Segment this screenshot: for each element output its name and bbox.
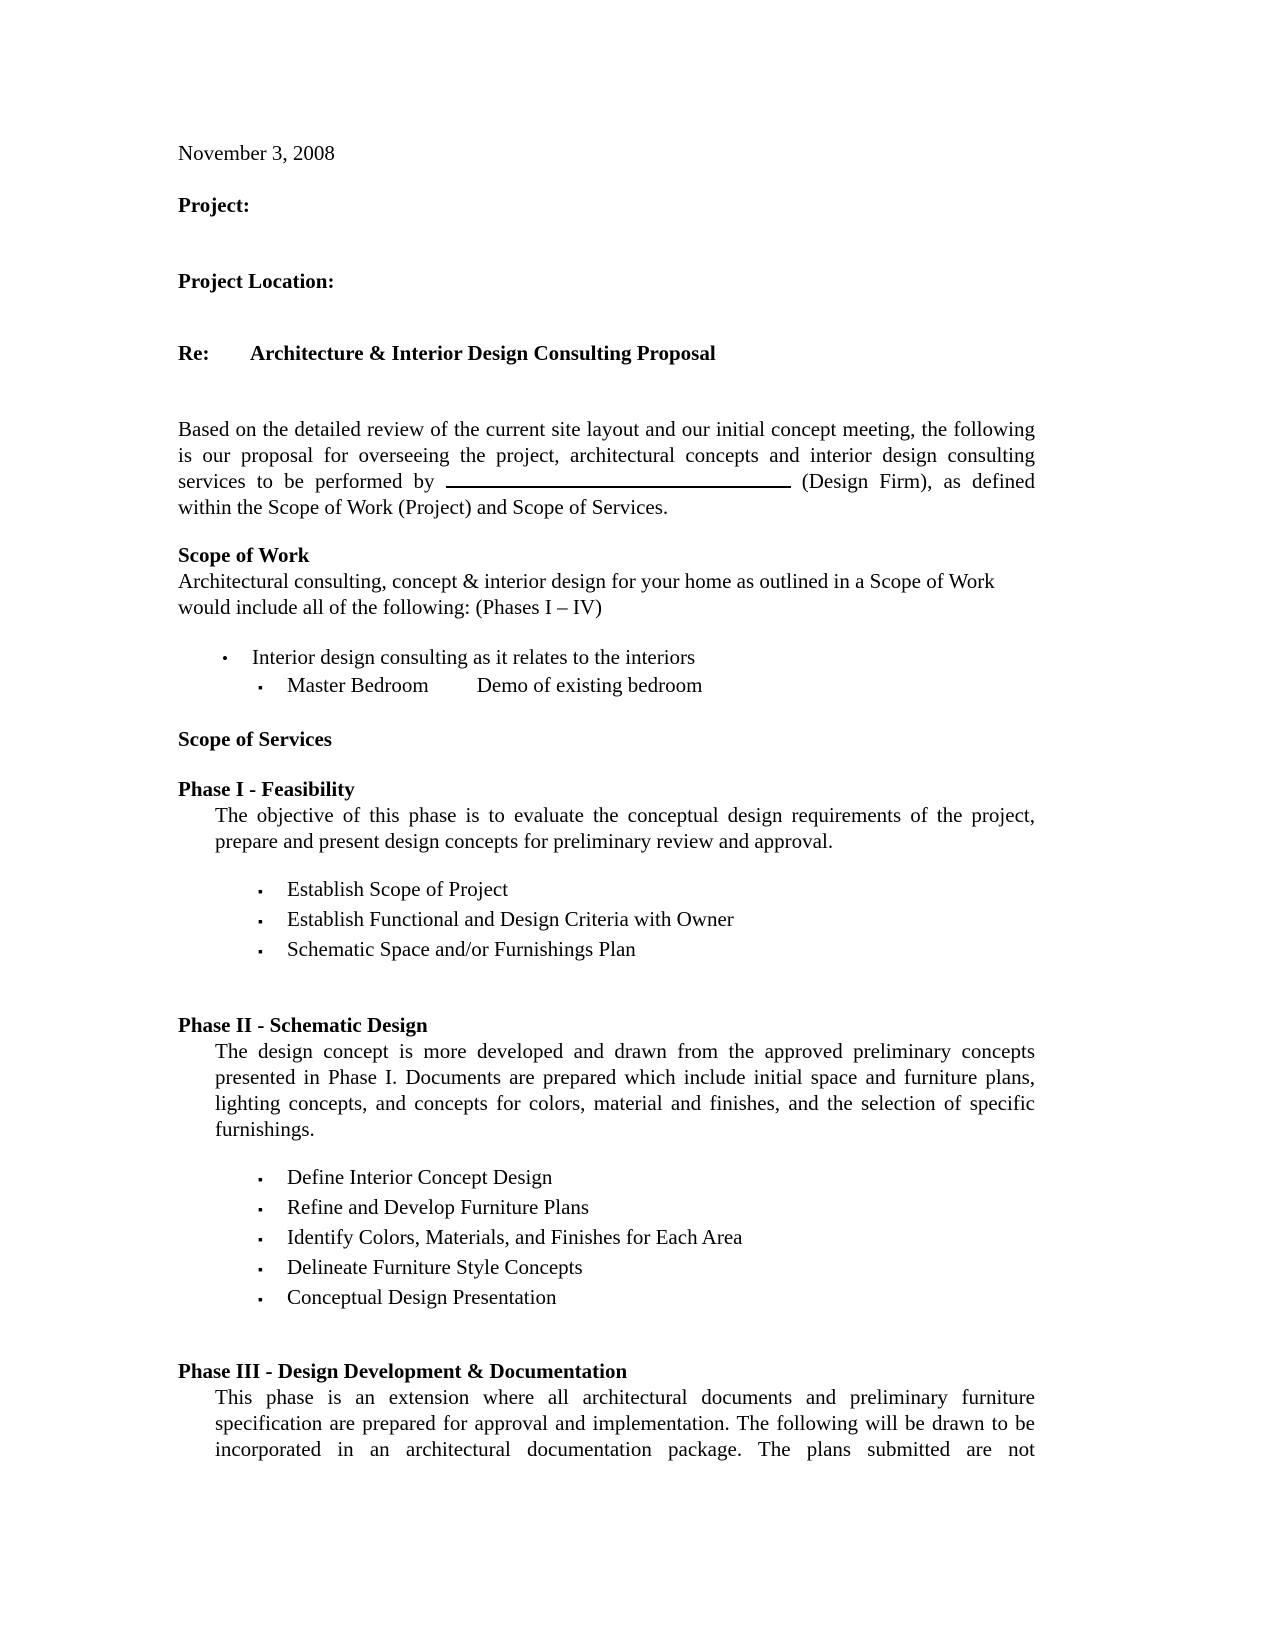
bullet-dot-icon: • — [222, 649, 228, 668]
intro-paragraph — [178, 416, 1035, 520]
bullet-square-icon: ▪ — [258, 885, 263, 900]
bullet-square-icon: ▪ — [258, 1233, 263, 1248]
sub-bullet-item-1: Master Bedroom — [287, 673, 429, 697]
scope-of-work-sub-bullet — [178, 672, 1035, 702]
date-line: November 3, 2008 — [178, 141, 335, 165]
phase1-bullet-text: Establish Scope of Project — [287, 877, 509, 901]
phase3-heading: Phase III - Design Development & Documentation — [178, 1359, 628, 1383]
phase1-bullet — [178, 906, 1035, 936]
phase1-heading: Phase I - Feasibility — [178, 777, 355, 801]
phase2-bullet — [178, 1224, 1035, 1254]
bullet-square-icon: ▪ — [258, 1263, 263, 1278]
phase2-bullet-text: Delineate Furniture Style Concepts — [287, 1255, 583, 1279]
phase1-bullet-text: Establish Functional and Design Criteria with Owner — [287, 907, 734, 931]
phase1-body: The objective of this phase is to evaluate the conceptual design requirements of the project, prepare and present design concepts for preliminary review and approval. — [215, 803, 1035, 853]
scope-of-services-heading: Scope of Services — [178, 727, 332, 751]
phase2-bullet-text: Define Interior Concept Design — [287, 1165, 553, 1189]
phase2-bullet-text: Conceptual Design Presentation — [287, 1285, 557, 1309]
scope-of-work-heading: Scope of Work — [178, 543, 310, 567]
re-label: Re: — [178, 341, 210, 365]
scope-of-work-bullet-text: Interior design consulting as it relates to the interiors — [252, 645, 696, 669]
bullet-square-icon: ▪ — [258, 681, 263, 696]
bullet-square-icon: ▪ — [258, 915, 263, 930]
intro-text-before-blank: Based on the detailed review of the current site layout and our initial concept meeting, the following is our proposal for overseeing the project, architectural concepts and interior design consulting services to be performed by — [178, 417, 1035, 493]
phase2-bullet-text: Identify Colors, Materials, and Finishes for Each Area — [287, 1225, 743, 1249]
scope-of-work-body: Architectural consulting, concept & interior design for your home as outlined in a Scope of Work would include all of the following: (Phases I – IV) — [178, 569, 995, 619]
phase2-bullet — [178, 1254, 1035, 1284]
bullet-square-icon: ▪ — [258, 1203, 263, 1218]
phase2-bullet — [178, 1284, 1035, 1314]
scope-of-work-bullet — [178, 644, 1035, 672]
project-label: Project: — [178, 193, 250, 217]
phase2-heading: Phase II - Schematic Design — [178, 1013, 428, 1037]
phase2-bullet — [178, 1164, 1035, 1194]
phase2-bullet-text: Refine and Develop Furniture Plans — [287, 1195, 590, 1219]
bullet-square-icon: ▪ — [258, 1293, 263, 1308]
re-line — [178, 340, 1035, 366]
sub-bullet-item-2: Demo of existing bedroom — [476, 673, 703, 697]
phase1-bullet-text: Schematic Space and/or Furnishings Plan — [287, 937, 636, 961]
bullet-square-icon: ▪ — [258, 945, 263, 960]
re-subject: Architecture & Interior Design Consulting Proposal — [250, 341, 716, 365]
phase3-body: This phase is an extension where all architectural documents and preliminary furniture specification are prepared for approval and implementation. The following will be drawn to be incorporated in an architectural documentation package. The plans submitted are not — [215, 1385, 1035, 1461]
intro-text-after-blank: (Design Firm), as defined within the Scope of Work (Project) and Scope of Services. — [178, 469, 1035, 519]
bullet-square-icon: ▪ — [258, 1173, 263, 1188]
design-firm-blank-line — [446, 472, 791, 488]
phase1-bullet — [178, 876, 1035, 906]
phase2-body: The design concept is more developed and drawn from the approved preliminary concepts presented in Phase I. Documents are prepared which include initial space and furniture plans, lighting concepts, and concepts for colors, material and finishes, and the selection of specific furnishings. — [215, 1039, 1035, 1141]
phase2-bullet — [178, 1194, 1035, 1224]
phase1-bullet — [178, 936, 1035, 966]
project-location-label: Project Location: — [178, 269, 335, 293]
